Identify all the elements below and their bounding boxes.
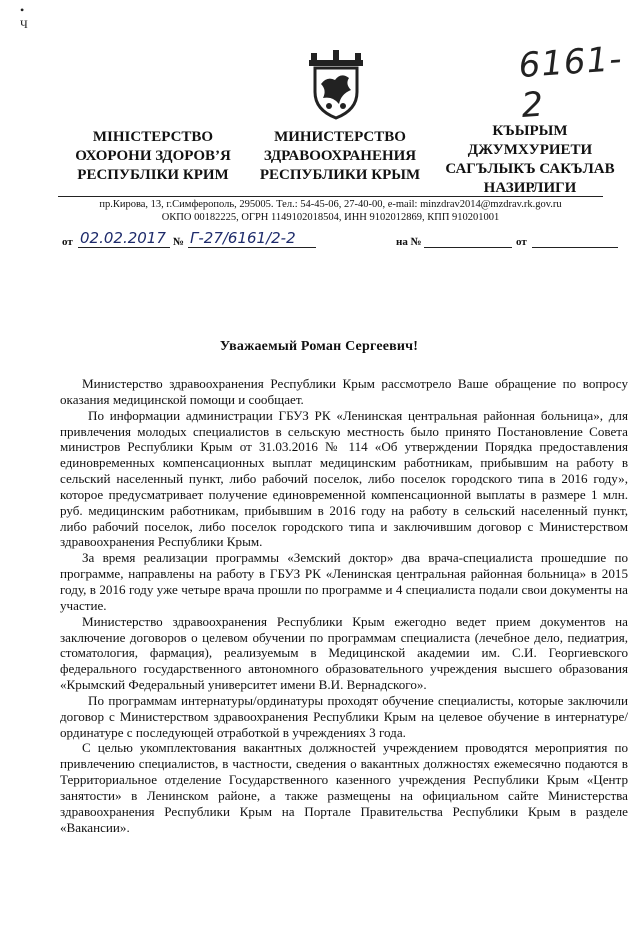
paragraph: Министерство здравоохранения Республики Крым рассмотрело Ваше обращение по вопросу оказания медицинской помощи и сообщает. bbox=[60, 376, 628, 407]
corner-marks bbox=[20, 4, 28, 32]
in-reply-date-label: от bbox=[516, 236, 527, 248]
handwritten-registration-number: 6161-2 bbox=[517, 38, 624, 127]
header-divider bbox=[58, 196, 603, 197]
ministry-name-crimean-tatar: КЪЫРЫМ ДЖУМХУРИЕТИ САГЪЛЫКЪ САКЪЛАВ НАЗИРЛИГИ bbox=[445, 123, 615, 196]
handwritten-outgoing-number: Г-27/6161/2-2 bbox=[190, 229, 296, 247]
letter-body bbox=[60, 376, 628, 835]
corner-mark: Ч bbox=[20, 17, 28, 31]
ministry-name-russian: МИНИСТЕРСТВО ЗДРАВООХРАНЕНИЯ РЕСПУБЛИКИ КРЫМ bbox=[259, 129, 421, 183]
salutation: Уважаемый Роман Сергеевич! bbox=[219, 339, 419, 354]
paragraph: За время реализации программы «Земский доктор» два врача-специалиста прошедшие по программе, направлены на работу в ГБУЗ РК «Ленинская центральная районная больница» в 2015 году, в 2016 году уже четыре врача прошли по программе и 4 специалиста подали свои документы на участие. bbox=[60, 550, 628, 613]
number-underline bbox=[188, 247, 316, 248]
in-reply-number-line bbox=[424, 247, 512, 248]
in-reply-number-label: на № bbox=[396, 236, 422, 248]
number-label: № bbox=[173, 236, 185, 248]
paragraph: С целью укомплектования вакантных должностей учреждением проводятся мероприятия по привлечению специалистов, в частности, сведения о вакантных должностях ежемесячно подаются в Территориальное отделение Государственного казенного учреждения Республики Крым «Центр занятости» в Ленинском районе, а также размещены на официальном сайте Министерства здравоохранения Республики Крым на Портале Правительства Республики Крым в разделе «Вакансии». bbox=[60, 740, 628, 835]
contact-address-line: пр.Кирова, 13, г.Симферополь, 295005. Тел.: 54-45-06, 27-40-00, e-mail: minzdrav2014@mzdrav.rk.gov.ru bbox=[99, 199, 562, 210]
paragraph: По программам интернатуры/ординатуры проходят обучение специалисты, которые заключили договор с Министерством здравоохранения Республики Крым на целевое обучение в интернатуре/ординатуре с последующей отработкой в учреждениях 3 года. bbox=[60, 692, 628, 740]
date-label: от bbox=[62, 236, 73, 248]
contact-registry-line: ОКПО 00182225, ОГРН 1149102018504, ИНН 9102012869, КПП 910201001 bbox=[161, 212, 500, 223]
handwritten-date: 02.02.2017 bbox=[80, 229, 166, 247]
in-reply-date-line bbox=[532, 247, 618, 248]
incoming-reference bbox=[396, 232, 626, 250]
crimea-emblem-icon bbox=[305, 48, 367, 120]
date-underline bbox=[78, 247, 170, 248]
paragraph: Министерство здравоохранения Республики Крым ежегодно ведет прием документов на заключение договоров о целевом обучении по программам специалиста (лечебное дело, педиатрия, стоматология, фармация), реализуемым в Медицинской академии им. С.И. Георгиевского федерального государственного автономного образовательного учреждения высшего образования «Крымский Федеральный университет имени В.И. Вернадского». bbox=[60, 613, 628, 693]
contact-details bbox=[58, 198, 603, 224]
corner-mark: • bbox=[20, 3, 25, 17]
outgoing-reference bbox=[62, 229, 322, 250]
ministry-name-ukrainian: МІНІСТЕРСТВО ОХОРОНИ ЗДОРОВ’Я РЕСПУБЛІКИ КРИМ bbox=[75, 129, 231, 183]
paragraph: По информации администрации ГБУЗ РК «Ленинская центральная районная больница», для привлечения молодых специалистов в сельскую местность было принято Постановление Совета министров Республики Крым от 31.03.2016 № 114 «Об утверждении Порядка предоставления единовременных компенсационных выплат медицинским работникам, прибывшим на работу в сельский населенный пункт, либо рабочий поселок, либо поселок городского типа в 2016 году», которое предусматривает получение единовременной компенсационной выплаты в размере 1 млн. руб. медицинским работникам, прибывшим в 2016 году на работу в сельский населенный пункт, либо рабочий поселок, либо поселок городского типа и заключившим договор с Министерством здравоохранения Республики Крым. bbox=[60, 407, 628, 550]
